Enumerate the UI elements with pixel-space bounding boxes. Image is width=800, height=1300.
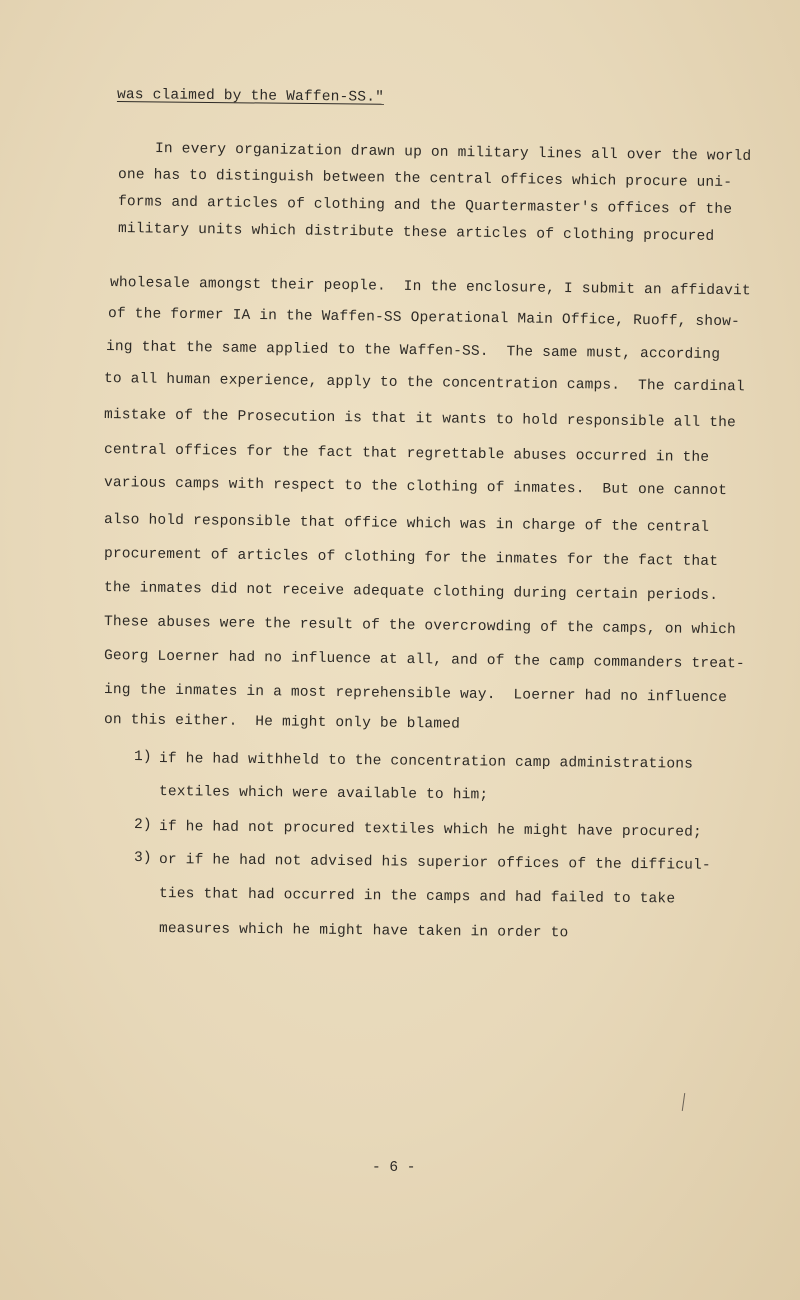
page-number: - 6 - <box>372 1160 416 1176</box>
paragraph-line: various camps with respect to the clothing of inmates. But one cannot <box>103 475 728 500</box>
opening-line: was claimed by the Waffen-SS." <box>116 87 385 106</box>
list-item-number: 2) <box>133 817 152 834</box>
paragraph-line: military units which distribute these articles of clothing procured <box>117 221 715 245</box>
paragraph-line: ing the inmates in a most reprehensible way. Loerner had no influence <box>103 682 728 707</box>
paragraph-line: These abuses were the result of the overcrowding of the camps, on which <box>103 614 737 639</box>
paragraph-line: one has to distinguish between the central offices which procure uni- <box>117 167 733 192</box>
list-item-number: 1) <box>133 749 152 766</box>
paragraph-line: of the former IA in the Waffen-SS Operational Main Office, Ruoff, show- <box>107 306 741 331</box>
paragraph-line: to all human experience, apply to the concentration camps. The cardinal <box>103 371 745 396</box>
list-item-line: if he had not procured textiles which he might have procured; <box>158 819 703 841</box>
list-item-line: ties that had occurred in the camps and had failed to take <box>158 886 676 908</box>
paragraph-line: Georg Loerner had no influence at all, and of the camp commanders treat- <box>103 648 745 673</box>
paragraph-line: also hold responsible that office which was in charge of the central <box>103 512 710 536</box>
paragraph-line: the inmates did not receive adequate clothing during certain periods. <box>103 580 719 605</box>
paragraph-line: wholesale amongst their people. In the enclosure, I submit an affidavit <box>109 275 751 300</box>
paragraph-line: mistake of the Prosecution is that it wants to hold responsible all the <box>103 407 737 432</box>
paragraph-line: In every organization drawn up on military lines all over the world <box>154 141 752 165</box>
list-item-line: measures which he might have taken in order to <box>158 921 569 942</box>
paragraph-line: ing that the same applied to the Waffen-SS. The same must, according <box>105 339 721 364</box>
paragraph-line: procurement of articles of clothing for the inmates for the fact that <box>103 546 719 571</box>
list-item-line: or if he had not advised his superior offices of the difficul- <box>158 852 711 874</box>
paragraph-line: central offices for the fact that regrettable abuses occurred in the <box>103 442 710 466</box>
list-item-line: if he had withheld to the concentration camp administrations <box>158 751 694 773</box>
list-item-line: textiles which were available to him; <box>158 784 489 804</box>
list-item-number: 3) <box>133 850 152 867</box>
paragraph-line: on this either. He might only be blamed <box>103 712 461 733</box>
pencil-mark <box>682 1093 685 1111</box>
paragraph-line: forms and articles of clothing and the Quartermaster's offices of the <box>117 194 733 219</box>
